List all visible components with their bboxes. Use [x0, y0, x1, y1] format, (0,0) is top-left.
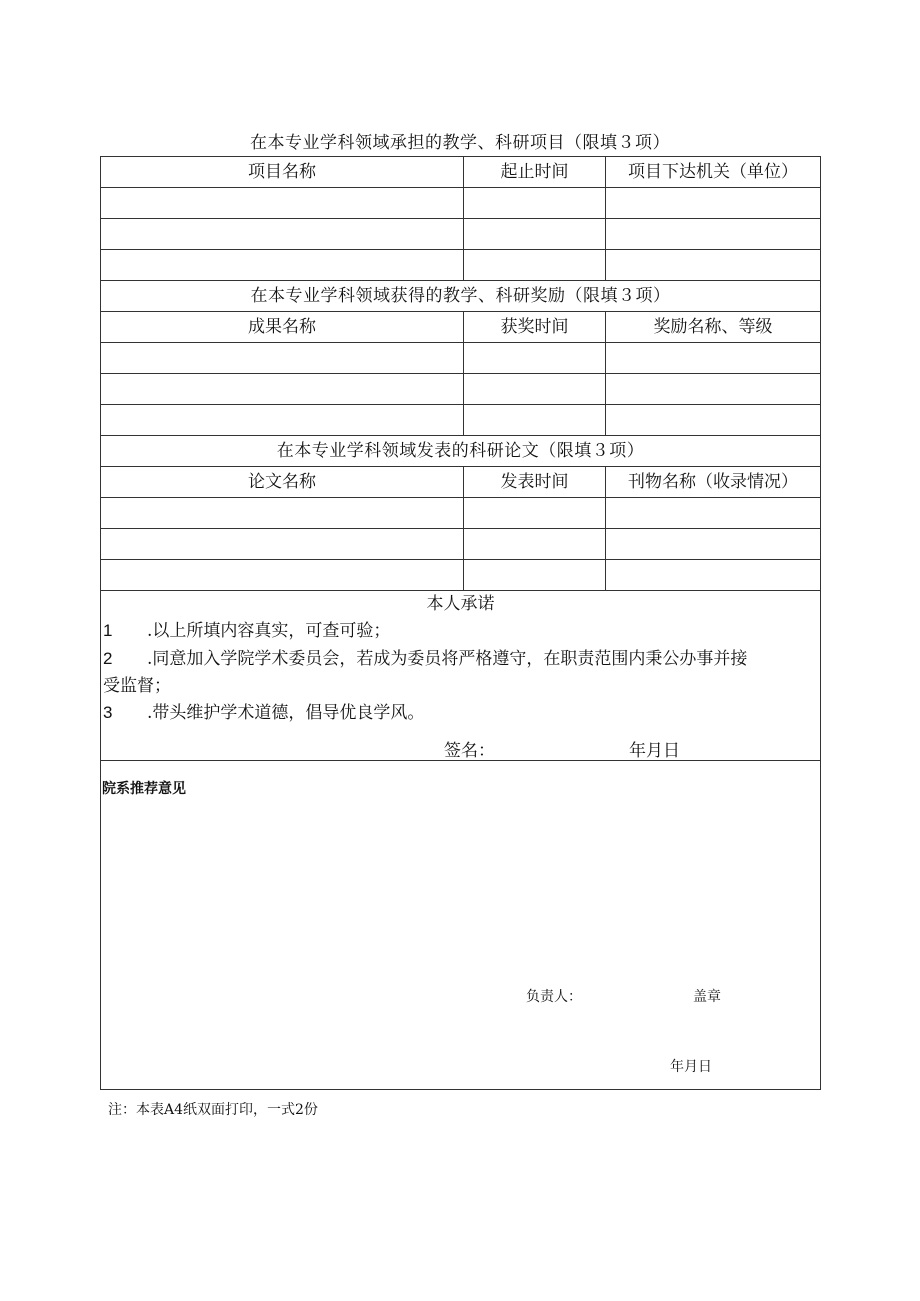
recommendation-row — [101, 761, 821, 1090]
paper-title-cell[interactable] — [101, 529, 464, 560]
project-name-cell[interactable] — [101, 188, 464, 219]
pledge-row — [101, 591, 821, 761]
section-title-awards: 在本专业学科领域获得的教学、科研奖励（限填３项） — [101, 281, 821, 312]
project-period-cell[interactable] — [464, 250, 606, 281]
papers-header-row — [101, 467, 821, 498]
projects-header-row — [101, 157, 821, 188]
header-award-level: 奖励名称、等级 — [606, 312, 821, 343]
signature-date-label[interactable]: 年月日 — [629, 741, 680, 761]
table-row — [101, 250, 821, 281]
pledge-item-number: 2 — [103, 649, 113, 668]
journal-name-cell[interactable] — [606, 498, 821, 529]
table-row — [101, 529, 821, 560]
header-achievement-name: 成果名称 — [101, 312, 464, 343]
publish-date-cell[interactable] — [464, 560, 606, 591]
recommendation-date-label[interactable]: 年月日 — [670, 1059, 712, 1075]
journal-name-cell[interactable] — [606, 560, 821, 591]
header-project-name: 项目名称 — [101, 157, 464, 188]
awards-section-row — [101, 281, 821, 312]
paper-title-cell[interactable] — [101, 560, 464, 591]
publish-date-cell[interactable] — [464, 498, 606, 529]
pledge-item-continuation: 受监督； — [103, 676, 171, 696]
project-name-cell[interactable] — [101, 250, 464, 281]
pledge-item-number: 1 — [103, 621, 113, 640]
table-row — [101, 374, 821, 405]
section-title-projects: 在本专业学科领域承担的教学、科研项目（限填３项） — [250, 133, 670, 153]
achievement-name-cell[interactable] — [101, 405, 464, 436]
journal-name-cell[interactable] — [606, 529, 821, 560]
project-period-cell[interactable] — [464, 219, 606, 250]
project-issuer-cell[interactable] — [606, 219, 821, 250]
achievement-name-cell[interactable] — [101, 343, 464, 374]
paper-title-cell[interactable] — [101, 498, 464, 529]
papers-section-row — [101, 436, 821, 467]
pledge-title: 本人承诺 — [426, 594, 495, 614]
award-date-cell[interactable] — [464, 405, 606, 436]
project-issuer-cell[interactable] — [606, 250, 821, 281]
header-project-period: 起止时间 — [464, 157, 606, 188]
footnote: 注：本表A4纸双面打印，一式2份 — [108, 1102, 318, 1118]
table-row — [101, 498, 821, 529]
project-period-cell[interactable] — [464, 188, 606, 219]
project-issuer-cell[interactable] — [606, 188, 821, 219]
pledge-item-number: 3 — [103, 703, 113, 722]
awards-header-row — [101, 312, 821, 343]
award-date-cell[interactable] — [464, 343, 606, 374]
pledge-item-text: .带头维护学术道德，倡导优良学风。 — [147, 703, 425, 723]
pledge-item-text: .以上所填内容真实，可查可验； — [147, 621, 391, 641]
award-level-cell[interactable] — [606, 343, 821, 374]
achievement-name-cell[interactable] — [101, 374, 464, 405]
table-row — [101, 560, 821, 591]
table-row — [101, 188, 821, 219]
application-form-table — [100, 156, 821, 1090]
pledge-item-text: .同意加入学院学术委员会，若成为委员将严格遵守，在职责范围内秉公办事并接 — [147, 649, 748, 669]
table-row — [101, 405, 821, 436]
award-date-cell[interactable] — [464, 374, 606, 405]
responsible-person-label[interactable]: 负责人： — [526, 989, 582, 1005]
header-award-date: 获奖时间 — [464, 312, 606, 343]
pledge-item — [101, 645, 820, 673]
header-publish-date: 发表时间 — [464, 467, 606, 498]
header-project-issuer: 项目下达机关（单位） — [606, 157, 821, 188]
pledge-item — [101, 617, 820, 645]
seal-label: 盖章 — [693, 989, 721, 1005]
award-level-cell[interactable] — [606, 405, 821, 436]
section-title-papers: 在本专业学科领域发表的科研论文（限填３项） — [101, 436, 821, 467]
pledge-cell — [101, 591, 821, 761]
award-level-cell[interactable] — [606, 374, 821, 405]
header-journal-name: 刊物名称（收录情况） — [606, 467, 821, 498]
header-paper-title: 论文名称 — [101, 467, 464, 498]
project-name-cell[interactable] — [101, 219, 464, 250]
pledge-item — [101, 699, 820, 727]
table-row — [101, 219, 821, 250]
recommendation-title: 院系推荐意见 — [102, 781, 186, 797]
publish-date-cell[interactable] — [464, 529, 606, 560]
recommendation-cell[interactable] — [101, 761, 821, 1090]
table-row — [101, 343, 821, 374]
signature-label[interactable]: 签名： — [444, 741, 495, 761]
